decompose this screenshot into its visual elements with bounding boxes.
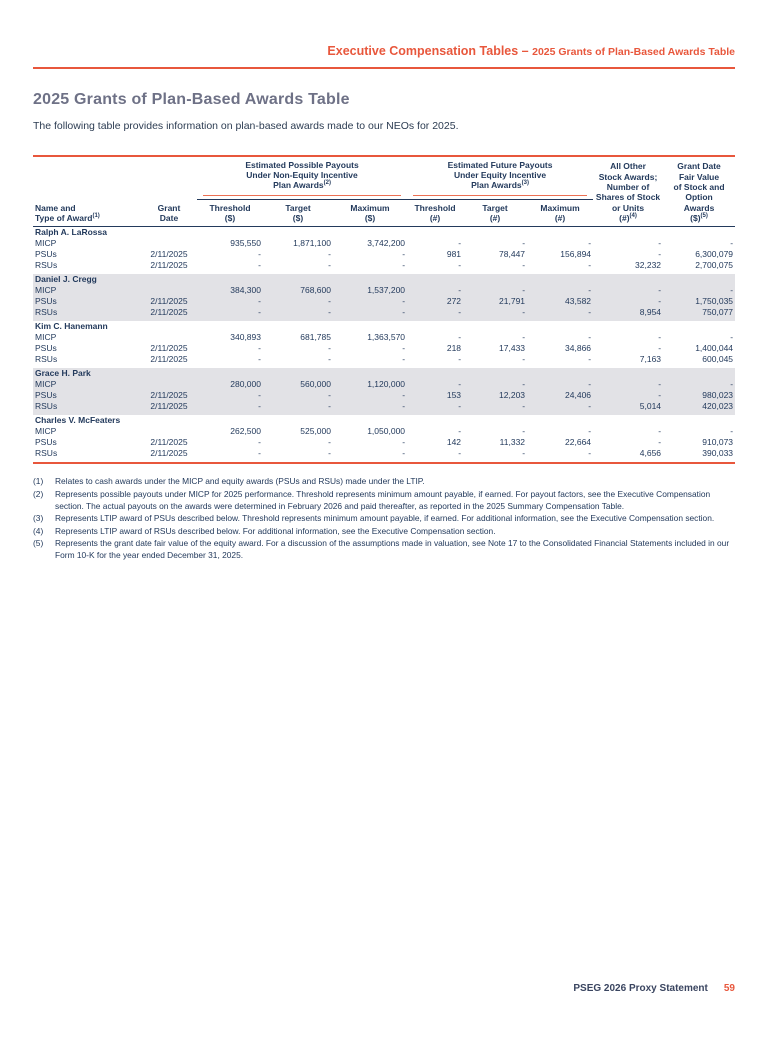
- value-cell: -: [407, 307, 463, 321]
- grant-date-cell: 2/11/2025: [150, 249, 188, 260]
- intro-paragraph: The following table provides information on plan-based awards made to our NEOs for 2025.: [33, 119, 459, 132]
- value-cell: -: [658, 249, 662, 260]
- grant-date-cell: 2/11/2025: [141, 296, 197, 307]
- running-header-subsection: 2025 Grants of Plan-Based Awards Table: [532, 46, 735, 58]
- value-cell: -: [522, 448, 526, 459]
- footnote-text: Represents possible payouts under MICP for 2025 performance. Threshold represents minimum amount payable, if earned. For payout factors, see the Executive Compensation section. The actual payouts on the awards were determined in February 2026 and paid thereafter, as reported in the 2025 Summary Compensation Table.: [55, 488, 711, 511]
- value-cell: -: [197, 401, 263, 415]
- value-cell: -: [527, 307, 593, 321]
- grant-date-cell: 2/11/2025: [150, 437, 188, 448]
- value-cell: -: [458, 354, 462, 365]
- col-header-fair-value: [663, 156, 735, 227]
- value-cell: -: [258, 249, 261, 260]
- value-cell: -: [328, 437, 331, 448]
- award-row: [33, 249, 735, 260]
- award-type-cell: RSUs: [33, 401, 141, 415]
- award-type-cell: RSUs: [35, 448, 58, 459]
- value-cell: 340,893: [230, 332, 261, 343]
- col-header-other-line1: All Other: [610, 161, 646, 172]
- col-header-target-shares: [463, 199, 527, 227]
- award-row: [33, 437, 735, 448]
- maximum-dollar-line1: Maximum: [350, 202, 390, 213]
- value-cell: 22,664: [565, 437, 592, 448]
- value-cell: 384,300: [197, 285, 263, 296]
- col-header-grant-line2: Date: [159, 213, 179, 224]
- value-cell: -: [458, 238, 462, 249]
- award-type-cell: MICP: [33, 285, 141, 296]
- award-row: [33, 379, 735, 390]
- footnote-number: (5): [33, 538, 44, 549]
- col-header-fv-line3: of Stock and: [673, 181, 725, 192]
- value-cell: 5,014: [593, 401, 663, 415]
- col-header-fv-line1: Grant Date: [677, 161, 721, 172]
- value-cell: 981: [446, 249, 462, 260]
- value-cell: -: [593, 296, 663, 307]
- exec-name-row: [33, 274, 735, 285]
- grant-date-cell: 2/11/2025: [141, 401, 197, 415]
- award-row: [33, 296, 735, 307]
- value-cell: -: [593, 390, 663, 401]
- value-cell: -: [328, 260, 331, 271]
- value-cell: -: [593, 285, 663, 296]
- group-header-non-equity-line1: Estimated Possible Payouts: [245, 159, 359, 170]
- value-cell: 7,163: [639, 354, 662, 365]
- award-row: [33, 343, 735, 354]
- grant-date-cell: 2/11/2025: [141, 390, 197, 401]
- award-row: [33, 401, 735, 415]
- value-cell: 24,406: [527, 390, 593, 401]
- value-cell: 4,656: [639, 448, 662, 459]
- value-cell: -: [197, 390, 263, 401]
- value-cell: -: [522, 354, 526, 365]
- footnote-number: (3): [33, 513, 44, 524]
- value-cell: -: [402, 260, 406, 271]
- value-cell: 910,073: [702, 437, 734, 448]
- target-shares-line1: Target: [482, 202, 508, 213]
- target-dollar-line2: ($): [292, 213, 304, 224]
- value-cell: -: [522, 238, 526, 249]
- target-dollar-line1: Target: [285, 202, 311, 213]
- value-cell: 390,033: [702, 448, 734, 459]
- col-header-other-line6: (#): [619, 213, 630, 224]
- value-cell: -: [522, 332, 526, 343]
- footnote-text: Represents the grant date fair value of the equity award. For a discussion of the assumptions made in valuation, see Note 17 to the Consolidated Financial Statements included in our Form 10-K for the year ended December 31, 2025.: [55, 538, 730, 560]
- value-cell: -: [328, 354, 331, 365]
- award-row: [33, 426, 735, 437]
- col-header-other-line5: or Units: [611, 202, 645, 213]
- value-cell: -: [197, 296, 263, 307]
- value-cell: -: [522, 260, 526, 271]
- maximum-shares-line1: Maximum: [540, 202, 580, 213]
- value-cell: 935,550: [230, 238, 261, 249]
- value-cell: -: [658, 343, 662, 354]
- target-shares-line2: (#): [489, 213, 501, 224]
- page-footer: [573, 983, 735, 994]
- exec-name: Charles V. McFeaters: [35, 415, 121, 426]
- value-cell: -: [402, 249, 406, 260]
- col-header-other-stock-awards: [593, 156, 663, 227]
- value-cell: 1,050,000: [367, 426, 406, 437]
- award-type-cell: MICP: [33, 379, 141, 390]
- col-header-other-line2: Stock Awards;: [598, 171, 658, 182]
- grant-date-cell: 2/11/2025: [150, 448, 188, 459]
- value-cell: 34,866: [565, 343, 592, 354]
- footnote-text: Represents LTIP award of RSUs described below. For additional information, see the Executive Compensation section.: [55, 525, 496, 536]
- exec-name-row: [33, 415, 735, 426]
- award-type-cell: MICP: [35, 332, 57, 343]
- grant-date-cell: 2/11/2025: [150, 343, 188, 354]
- exec-name: Daniel J. Cregg: [33, 274, 735, 285]
- value-cell: -: [333, 401, 407, 415]
- value-cell: -: [407, 379, 463, 390]
- value-cell: 21,791: [463, 296, 527, 307]
- value-cell: 750,077: [663, 307, 735, 321]
- grant-date-cell: [141, 426, 197, 437]
- value-cell: 420,023: [663, 401, 735, 415]
- group-header-equity-line3: Plan Awards: [471, 180, 522, 191]
- value-cell: -: [263, 401, 333, 415]
- footnote-number: (1): [33, 476, 44, 487]
- value-cell: -: [527, 379, 593, 390]
- award-type-cell: RSUs: [35, 260, 58, 271]
- footnote: [33, 489, 735, 512]
- value-cell: -: [328, 249, 331, 260]
- value-cell: -: [730, 426, 734, 437]
- exec-name-row: [33, 321, 735, 332]
- grant-date-cell: 2/11/2025: [141, 307, 197, 321]
- grant-date-cell: [141, 238, 197, 249]
- col-header-target-dollar: [263, 199, 333, 227]
- value-cell: -: [458, 332, 462, 343]
- award-row: [33, 307, 735, 321]
- value-cell: 8,954: [593, 307, 663, 321]
- page: [0, 42, 768, 562]
- col-header-other-line4: Shares of Stock: [595, 192, 661, 203]
- col-header-name-sup: (1): [92, 213, 100, 220]
- value-cell: -: [730, 332, 734, 343]
- award-row: [33, 238, 735, 249]
- award-type-cell: PSUs: [33, 296, 141, 307]
- col-header-grant-date: [141, 156, 197, 227]
- value-cell: -: [458, 448, 462, 459]
- value-cell: -: [328, 343, 331, 354]
- running-header-section: [327, 44, 532, 58]
- value-cell: -: [263, 296, 333, 307]
- value-cell: 11,332: [499, 437, 526, 448]
- group-header-equity: [407, 156, 593, 200]
- table-body: [33, 227, 735, 464]
- value-cell: 153: [407, 390, 463, 401]
- exec-name: Grace H. Park: [33, 368, 735, 379]
- value-cell: -: [463, 307, 527, 321]
- value-cell: 1,363,570: [367, 332, 406, 343]
- exec-name-row: [33, 368, 735, 379]
- award-row: [33, 354, 735, 368]
- value-cell: -: [663, 379, 735, 390]
- col-header-fv-line2: Fair Value: [678, 171, 720, 182]
- threshold-shares-line2: (#): [429, 213, 441, 224]
- value-cell: -: [263, 390, 333, 401]
- value-cell: -: [658, 332, 662, 343]
- value-cell: -: [407, 401, 463, 415]
- col-header-fv-line6: ($): [690, 213, 701, 224]
- value-cell: -: [258, 354, 261, 365]
- value-cell: -: [588, 354, 592, 365]
- value-cell: 1,400,044: [695, 343, 734, 354]
- footnote-text: Relates to cash awards under the MICP and equity awards (PSUs and RSUs) made under the LTIP.: [55, 476, 425, 487]
- col-header-fv-line4: Option: [685, 192, 713, 203]
- col-header-threshold-shares: [407, 199, 463, 227]
- value-cell: -: [402, 437, 406, 448]
- award-row: [33, 390, 735, 401]
- col-header-name: [33, 156, 141, 227]
- value-cell: -: [588, 332, 592, 343]
- value-cell: -: [258, 437, 261, 448]
- value-cell: -: [658, 426, 662, 437]
- page-title: 2025 Grants of Plan-Based Awards Table: [33, 90, 350, 108]
- footer-label: PSEG 2026 Proxy Statement: [573, 983, 708, 994]
- value-cell: -: [402, 343, 406, 354]
- col-header-grant-line1: Grant: [157, 202, 181, 213]
- group-header-non-equity: [197, 156, 407, 200]
- value-cell: -: [463, 401, 527, 415]
- award-row: [33, 448, 735, 463]
- value-cell: -: [663, 285, 735, 296]
- value-cell: 262,500: [230, 426, 261, 437]
- col-header-maximum-shares: [527, 199, 593, 227]
- value-cell: -: [593, 379, 663, 390]
- threshold-shares-line1: Threshold: [414, 202, 456, 213]
- footnote: [33, 513, 735, 525]
- maximum-shares-line2: (#): [554, 213, 566, 224]
- value-cell: -: [588, 238, 592, 249]
- value-cell: 980,023: [663, 390, 735, 401]
- award-type-cell: MICP: [35, 238, 57, 249]
- value-cell: -: [588, 260, 592, 271]
- value-cell: 32,232: [635, 260, 662, 271]
- value-cell: 560,000: [263, 379, 333, 390]
- value-cell: -: [407, 285, 463, 296]
- award-type-cell: RSUs: [33, 307, 141, 321]
- value-cell: -: [258, 343, 261, 354]
- footnote: [33, 538, 735, 561]
- grant-date-cell: 2/11/2025: [150, 260, 188, 271]
- group-header-non-equity-sup: (2): [323, 180, 331, 187]
- col-header-fv-line5: Awards: [683, 202, 715, 213]
- footer-page-number: 59: [723, 983, 735, 994]
- group-header-equity-sup: (3): [521, 180, 529, 187]
- value-cell: -: [588, 448, 592, 459]
- group-header-equity-line1: Estimated Future Payouts: [447, 159, 553, 170]
- plan-based-awards-table: [33, 155, 735, 465]
- value-cell: -: [463, 379, 527, 390]
- footnotes: [33, 476, 735, 561]
- exec-name-row: [33, 227, 735, 239]
- value-cell: 600,045: [702, 354, 734, 365]
- grant-date-cell: [141, 379, 197, 390]
- value-cell: 218: [446, 343, 462, 354]
- award-row: [33, 332, 735, 343]
- running-header-separator: –: [518, 44, 533, 58]
- value-cell: -: [527, 285, 593, 296]
- value-cell: 280,000: [197, 379, 263, 390]
- value-cell: -: [458, 426, 462, 437]
- threshold-dollar-line1: Threshold: [209, 202, 251, 213]
- footnote-number: (4): [33, 525, 44, 536]
- col-header-maximum-dollar: [333, 199, 407, 227]
- award-type-cell: PSUs: [35, 437, 57, 448]
- award-type-cell: PSUs: [35, 343, 57, 354]
- grant-date-cell: [141, 285, 197, 296]
- value-cell: -: [463, 285, 527, 296]
- award-row: [33, 285, 735, 296]
- value-cell: 142: [446, 437, 462, 448]
- value-cell: -: [258, 448, 261, 459]
- col-header-other-line3: Number of: [606, 181, 650, 192]
- value-cell: 768,600: [263, 285, 333, 296]
- value-cell: -: [458, 260, 462, 271]
- col-header-other-sup: (4): [629, 213, 637, 220]
- running-header-section-text: Executive Compensation Tables: [327, 44, 519, 58]
- value-cell: 3,742,200: [367, 238, 406, 249]
- value-cell: 156,894: [560, 249, 592, 260]
- value-cell: 1,871,100: [293, 238, 331, 249]
- value-cell: -: [333, 307, 407, 321]
- value-cell: 43,582: [527, 296, 593, 307]
- grant-date-cell: 2/11/2025: [150, 354, 188, 365]
- running-header: [33, 42, 735, 69]
- value-cell: 2,700,075: [695, 260, 734, 271]
- footnote-text: Represents LTIP award of PSUs described below. Threshold represents minimum amount payable, if earned. For additional information, see the Executive Compensation section.: [55, 513, 715, 524]
- group-header-non-equity-line3: Plan Awards: [273, 180, 324, 191]
- value-cell: 12,203: [463, 390, 527, 401]
- col-header-fv-sup: (5): [700, 213, 708, 220]
- exec-name: Ralph A. LaRossa: [35, 227, 107, 238]
- value-cell: 681,785: [300, 332, 331, 343]
- award-type-cell: RSUs: [35, 354, 58, 365]
- col-header-name-line1: Name and: [35, 202, 76, 213]
- col-header-name-line2: Type of Award: [35, 213, 93, 224]
- value-cell: 272: [407, 296, 463, 307]
- maximum-dollar-line2: ($): [364, 213, 376, 224]
- award-row: [33, 260, 735, 274]
- exec-name: Kim C. Hanemann: [35, 321, 108, 332]
- value-cell: -: [197, 307, 263, 321]
- threshold-dollar-line2: ($): [224, 213, 236, 224]
- footnote: [33, 476, 735, 488]
- value-cell: 6,300,079: [695, 249, 734, 260]
- footnote-number: (2): [33, 488, 44, 499]
- value-cell: 78,447: [499, 249, 526, 260]
- award-type-cell: PSUs: [33, 390, 141, 401]
- group-header-equity-line2: Under Equity Incentive: [453, 169, 547, 180]
- value-cell: 525,000: [300, 426, 331, 437]
- value-cell: -: [658, 238, 662, 249]
- value-cell: -: [333, 296, 407, 307]
- value-cell: -: [328, 448, 331, 459]
- value-cell: -: [402, 354, 406, 365]
- value-cell: 1,537,200: [333, 285, 407, 296]
- footnote: [33, 526, 735, 538]
- award-type-cell: MICP: [35, 426, 57, 437]
- value-cell: -: [527, 401, 593, 415]
- value-cell: 1,750,035: [663, 296, 735, 307]
- value-cell: -: [263, 307, 333, 321]
- value-cell: -: [402, 448, 406, 459]
- group-header-non-equity-line2: Under Non-Equity Incentive: [246, 169, 358, 180]
- value-cell: 1,120,000: [333, 379, 407, 390]
- header-group-row: [33, 156, 735, 200]
- value-cell: -: [588, 426, 592, 437]
- value-cell: -: [730, 238, 734, 249]
- value-cell: -: [258, 260, 261, 271]
- award-type-cell: PSUs: [35, 249, 57, 260]
- table-header: [33, 156, 735, 227]
- col-header-threshold-dollar: [197, 199, 263, 227]
- value-cell: -: [658, 437, 662, 448]
- value-cell: -: [333, 390, 407, 401]
- value-cell: -: [522, 426, 526, 437]
- grant-date-cell: [141, 332, 197, 343]
- value-cell: 17,433: [499, 343, 526, 354]
